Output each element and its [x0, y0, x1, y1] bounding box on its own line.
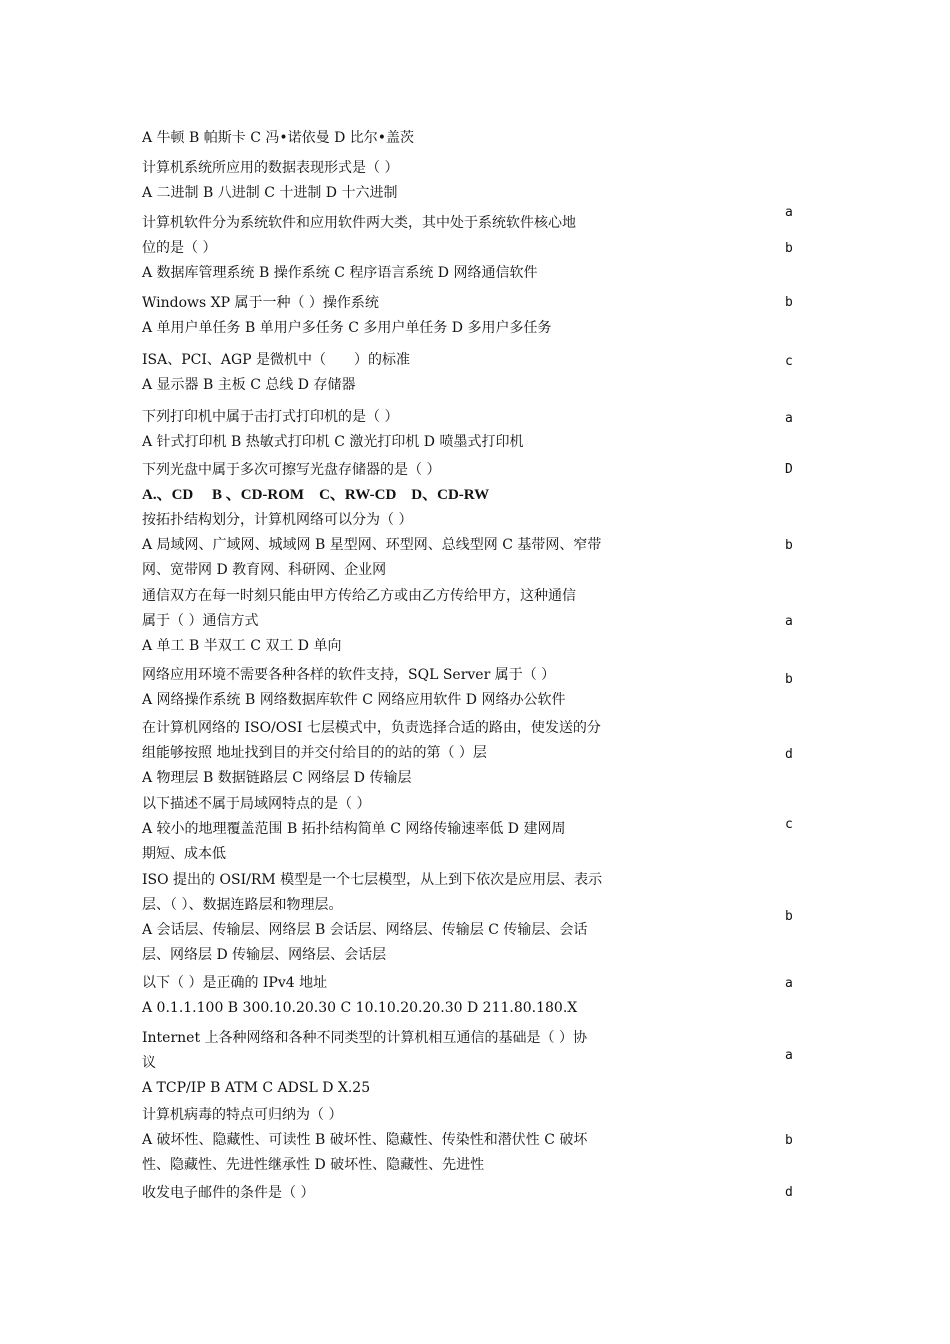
question-line: 以下（ ）是正确的 IPv4 地址 [142, 975, 328, 991]
answer-label: d [785, 1185, 793, 1200]
question-line: A 单用户单任务 B 单用户多任务 C 多用户单任务 D 多用户多任务 [142, 320, 552, 336]
question-line: 下列打印机中属于击打式打印机的是（ ） [142, 409, 399, 425]
question-row [142, 971, 793, 1021]
question-line: 收发电子邮件的条件是（ ） [142, 1185, 315, 1201]
question-line: 计算机软件分为系统软件和应用软件两大类，其中处于系统软件核心地 [142, 215, 576, 231]
question-row [142, 868, 793, 968]
question-line: 组能够按照 地址找到目的并交付给目的的站的第（ ）层 [142, 745, 487, 761]
answer-label: b [785, 295, 793, 310]
question-row [142, 156, 793, 220]
question-line: A 会话层、传输层、网络层 B 会话层、网络层、传输层 C 传输层、会话 [142, 922, 588, 938]
answer-label: c [785, 354, 793, 369]
question-line: 计算机系统所应用的数据表现形式是（ ） [142, 160, 399, 176]
question-line: A 物理层 B 数据链路层 C 网络层 D 传输层 [142, 770, 412, 786]
question-row [142, 508, 793, 583]
question-row [142, 1026, 793, 1101]
question-line: A 网络操作系统 B 网络数据库软件 C 网络应用软件 D 网络办公软件 [142, 692, 566, 708]
answer-label: a [785, 614, 793, 629]
question-line: A 破坏性、隐藏性、可读性 B 破坏性、隐藏性、传染性和潜伏性 C 破坏 [142, 1132, 588, 1148]
question-line: A.、CD B 、CD-ROM C、RW-CD D、CD-RW [142, 487, 490, 503]
question-row [142, 291, 793, 341]
question-row [142, 584, 793, 659]
question-line: ISA、PCI、AGP 是微机中（ ）的标准 [142, 352, 411, 368]
question-line: 下列光盘中属于多次可擦写光盘存储器的是（ ） [142, 462, 441, 478]
question-line: A 二进制 B 八进制 C 十进制 D 十六进制 [142, 185, 398, 201]
question-row [142, 716, 793, 791]
answer-label: d [785, 747, 793, 762]
question-line: 位的是（ ） [142, 240, 217, 256]
answer-label: b [785, 538, 793, 553]
question-line: 属于（ ）通信方式 [142, 613, 259, 629]
answer-label: a [785, 1048, 793, 1063]
answer-label: b [785, 909, 793, 924]
question-row [142, 211, 793, 286]
answer-label: c [785, 817, 793, 832]
question-line: 议 [142, 1055, 156, 1071]
question-row [142, 1181, 793, 1206]
question-row [142, 663, 793, 713]
question-line: 层、网络层 D 传输层、网络层、会话层 [142, 947, 387, 963]
question-line: A 牛顿 B 帕斯卡 C 冯•诺依曼 D 比尔•盖茨 [142, 130, 415, 146]
question-line: 通信双方在每一时刻只能由甲方传给乙方或由乙方传给甲方，这种通信 [142, 588, 576, 604]
answer-label: a [785, 976, 793, 991]
question-row [142, 458, 793, 508]
question-line: 在计算机网络的 ISO/OSI 七层模式中，负责选择合适的路由，使发送的分 [142, 720, 601, 736]
answer-label: a [785, 411, 793, 426]
question-row [142, 126, 642, 151]
question-line: A 0.1.1.100 B 300.10.20.30 C 10.10.20.20.30 D 211.80.180.X [142, 1000, 578, 1016]
answer-label: b [785, 1133, 793, 1148]
answer-label: b [785, 241, 793, 256]
question-line: Internet 上各种网络和各种不同类型的计算机相互通信的基础是（ ）协 [142, 1030, 587, 1046]
question-line: 网、宽带网 D 教育网、科研网、企业网 [142, 562, 387, 578]
question-line: A 局域网、广域网、城域网 B 星型网、环型网、总线型网 C 基带网、窄带 [142, 537, 602, 553]
question-row [142, 1103, 793, 1178]
question-line: Windows XP 属于一种（ ）操作系统 [142, 295, 379, 311]
question-line: A 针式打印机 B 热敏式打印机 C 激光打印机 D 喷墨式打印机 [142, 434, 524, 450]
question-line: A TCP/IP B ATM C ADSL D X.25 [142, 1080, 371, 1096]
question-row [142, 792, 793, 867]
question-row [142, 405, 793, 455]
question-line: 按拓扑结构划分，计算机网络可以分为（ ） [142, 512, 413, 528]
answer-label: a [785, 205, 793, 220]
question-line: 计算机病毒的特点可归纳为（ ） [142, 1107, 343, 1123]
question-line: ISO 提出的 OSI/RM 模型是一个七层模型，从上到下依次是应用层、表示 [142, 872, 603, 888]
question-line: 以下描述不属于局域网特点的是（ ） [142, 796, 371, 812]
question-line: 期短、成本低 [142, 846, 226, 862]
question-line: A 数据库管理系统 B 操作系统 C 程序语言系统 D 网络通信软件 [142, 265, 538, 281]
question-row [142, 348, 793, 398]
answer-label: D [785, 462, 793, 477]
question-line: A 显示器 B 主板 C 总线 D 存储器 [142, 377, 356, 393]
question-line: 性、隐藏性、先进性继承性 D 破坏性、隐藏性、先进性 [142, 1157, 485, 1173]
question-line: A 较小的地理覆盖范围 B 拓扑结构简单 C 网络传输速率低 D 建网周 [142, 821, 566, 837]
question-line: 层、（ ）、数据连路层和物理层。 [142, 897, 343, 913]
question-line: A 单工 B 半双工 C 双工 D 单向 [142, 638, 342, 654]
answer-label: b [785, 672, 793, 687]
question-line: 网络应用环境不需要各种各样的软件支持，SQL Server 属于（ ） [142, 667, 556, 683]
